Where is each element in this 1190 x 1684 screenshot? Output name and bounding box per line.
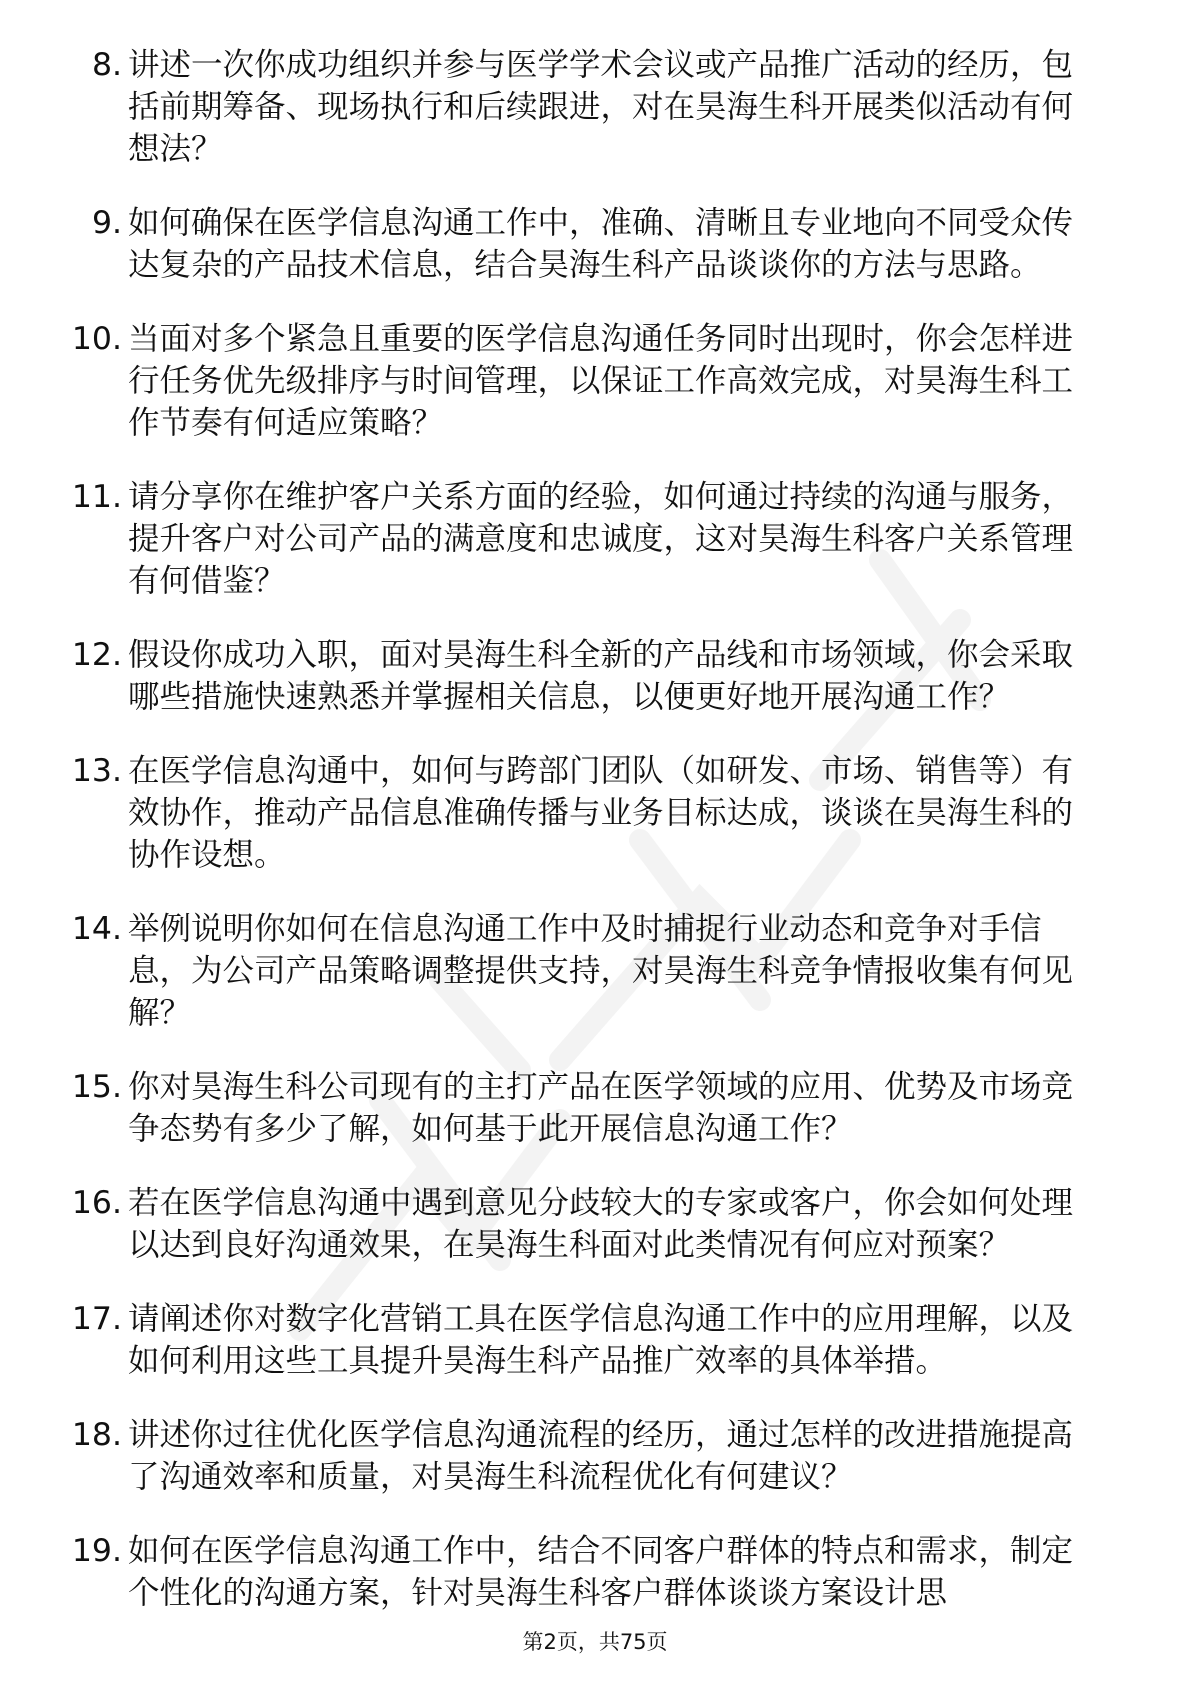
question-text: 举例说明你如何在信息沟通工作中及时捕捉行业动态和竞争对手信息，为公司产品策略调整提供支持，对昊海生科竞争情报收集有何见解？	[128, 911, 1074, 1031]
question-text: 如何在医学信息沟通工作中，结合不同客户群体的特点和需求，制定个性化的沟通方案，针对昊海生科客户群体谈谈方案设计思	[128, 1533, 1074, 1611]
question-text: 请分享你在维护客户关系方面的经验，如何通过持续的沟通与服务，提升客户对公司产品的满意度和忠诚度，这对昊海生科客户关系管理有何借鉴？	[128, 479, 1074, 599]
question-number: 15.	[71, 1069, 122, 1105]
question-number: 8.	[91, 47, 122, 83]
question-item	[0, 1414, 1190, 1498]
question-item	[0, 634, 1190, 718]
question-number: 10.	[71, 321, 122, 357]
question-text: 请阐述你对数字化营销工具在医学信息沟通工作中的应用理解，以及如何利用这些工具提升昊海生科产品推广效率的具体举措。	[128, 1301, 1074, 1379]
question-item	[0, 202, 1190, 286]
question-text: 若在医学信息沟通中遇到意见分歧较大的专家或客户，你会如何处理以达到良好沟通效果，在昊海生科面对此类情况有何应对预案？	[128, 1185, 1074, 1263]
page-footer: 第2页，共75页	[522, 1630, 668, 1654]
question-number: 14.	[71, 911, 122, 947]
question-text: 如何确保在医学信息沟通工作中，准确、清晰且专业地向不同受众传达复杂的产品技术信息，结合昊海生科产品谈谈你的方法与思路。	[128, 205, 1074, 283]
question-number: 19.	[71, 1533, 122, 1569]
question-item	[0, 44, 1190, 170]
question-number: 9.	[91, 205, 122, 241]
question-item	[0, 1298, 1190, 1382]
question-number: 17.	[71, 1301, 122, 1337]
question-number: 12.	[71, 637, 122, 673]
question-item	[0, 908, 1190, 1034]
question-number: 16.	[71, 1185, 122, 1221]
question-number: 11.	[71, 479, 122, 515]
question-number: 18.	[71, 1417, 122, 1453]
question-text: 当面对多个紧急且重要的医学信息沟通任务同时出现时，你会怎样进行任务优先级排序与时间管理，以保证工作高效完成，对昊海生科工作节奏有何适应策略？	[128, 321, 1074, 441]
question-item	[0, 476, 1190, 602]
question-text: 假设你成功入职，面对昊海生科全新的产品线和市场领域，你会采取哪些措施快速熟悉并掌握相关信息，以便更好地开展沟通工作？	[128, 637, 1074, 715]
question-text: 在医学信息沟通中，如何与跨部门团队（如研发、市场、销售等）有效协作，推动产品信息准确传播与业务目标达成，谈谈在昊海生科的协作设想。	[128, 753, 1074, 873]
question-item	[0, 1530, 1190, 1614]
question-item	[0, 1182, 1190, 1266]
question-text: 讲述你过往优化医学信息沟通流程的经历，通过怎样的改进措施提高了沟通效率和质量，对昊海生科流程优化有何建议？	[128, 1417, 1074, 1495]
question-item	[0, 318, 1190, 444]
question-item	[0, 750, 1190, 876]
question-number: 13.	[71, 753, 122, 789]
question-text: 你对昊海生科公司现有的主打产品在医学领域的应用、优势及市场竞争态势有多少了解，如何基于此开展信息沟通工作？	[128, 1069, 1074, 1147]
question-text: 讲述一次你成功组织并参与医学学术会议或产品推广活动的经历，包括前期筹备、现场执行和后续跟进，对在昊海生科开展类似活动有何想法？	[128, 47, 1074, 167]
question-list	[0, 44, 1190, 1646]
question-item	[0, 1066, 1190, 1150]
